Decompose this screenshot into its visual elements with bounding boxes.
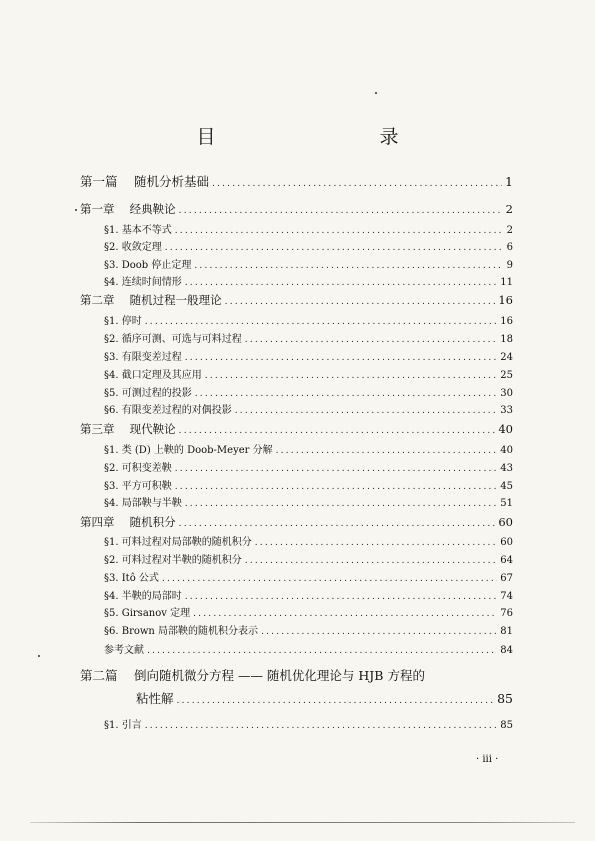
- toc-entry-title: §2. 可积变差鞅: [104, 463, 172, 474]
- toc-entry-section[interactable]: [104, 441, 513, 456]
- dot-leader: [177, 696, 495, 706]
- toc-entry-page: 64: [500, 555, 513, 566]
- dot-leader: [162, 574, 497, 584]
- toc-entry-title: 第四章 随机积分: [80, 515, 176, 529]
- toc-entry-title: 参考文献: [104, 645, 144, 656]
- toc-entry-title: §1. 类 (D) 上鞅的 Doob-Meyer 分解: [104, 445, 273, 456]
- page-folio: · iii ·: [476, 754, 499, 765]
- toc-entry-title: §1. 基本不等式: [104, 225, 172, 236]
- toc-entry-section[interactable]: [104, 238, 513, 253]
- toc-entry-title: §3. Doob 停止定理: [104, 260, 192, 271]
- toc-entry-chapter[interactable]: [80, 201, 513, 217]
- dot-leader: [194, 261, 503, 271]
- dot-leader: [245, 335, 498, 345]
- toc-entry-section[interactable]: [104, 641, 513, 656]
- toc-entry-title: §2. 收敛定理: [104, 242, 162, 253]
- dot-leader: [145, 317, 498, 327]
- toc-entry-page: 40: [498, 422, 513, 436]
- dot-leader: [175, 226, 504, 236]
- toc-entry-section[interactable]: [104, 533, 513, 548]
- dot-leader: [185, 499, 498, 509]
- toc-entry-chapter[interactable]: [80, 514, 513, 530]
- toc-entry-title: §2. 循序可测、可选与可料过程: [104, 334, 242, 345]
- toc-entry-title: 第二章 随机过程一般理论: [80, 293, 222, 307]
- toc-entry-chapter[interactable]: [80, 292, 513, 308]
- toc-entry-section[interactable]: [104, 716, 513, 731]
- toc-entry-section[interactable]: [104, 459, 513, 474]
- toc-entry-title: §3. 平方可积鞅: [104, 481, 172, 492]
- toc-entry-part[interactable]: [80, 172, 513, 190]
- toc-entry-section[interactable]: [104, 551, 513, 566]
- dot-leader: [225, 297, 496, 307]
- dot-leader: [261, 627, 497, 637]
- dot-leader: [193, 609, 497, 619]
- toc-entry-title: §6. 有限变差过程的对偶投影: [104, 405, 232, 416]
- toc-entry-title: 粘性解: [136, 691, 174, 706]
- toc-entry-page: 84: [500, 645, 513, 656]
- toc-entry-section[interactable]: [104, 587, 513, 602]
- toc-entry-page: 43: [500, 463, 513, 474]
- scan-speck: [75, 209, 77, 211]
- toc-entry-section[interactable]: [104, 366, 513, 381]
- toc-entry-page: 25: [500, 370, 513, 381]
- toc-entry-page: 74: [500, 591, 513, 602]
- toc-entry-page: 60: [498, 515, 513, 529]
- dot-leader: [147, 646, 497, 656]
- dot-leader: [145, 721, 498, 731]
- toc-entry-title: §4. 半鞅的局部时: [104, 591, 182, 602]
- toc-entry-page: 40: [500, 445, 513, 456]
- dot-leader: [205, 371, 498, 381]
- bottom-rule: [30, 822, 575, 823]
- toc-entry-section[interactable]: [104, 312, 513, 327]
- toc-entry-title: §6. Brown 局部鞅的随机积分表示: [104, 626, 259, 637]
- toc-entry-title: §4. 局部鞅与半鞅: [104, 498, 182, 509]
- toc-entry-section[interactable]: [104, 256, 513, 271]
- part-two-title-line1: 第二篇 倒向随机微分方程 —— 随机优化理论与 HJB 方程的: [80, 668, 425, 683]
- dot-leader: [276, 446, 498, 456]
- dot-leader: [185, 592, 498, 602]
- toc-entry-page: 51: [500, 498, 513, 509]
- toc-entry-page: 24: [500, 352, 513, 363]
- toc-entry-page: 60: [500, 537, 513, 548]
- dot-leader: [212, 179, 502, 189]
- toc-entry-section[interactable]: [104, 384, 513, 399]
- toc-entry-page: 85: [500, 720, 513, 731]
- toc-entry-title: §1. 引言: [104, 720, 142, 731]
- dot-leader: [179, 206, 503, 216]
- toc-entry-title: §3. Itô 公式: [104, 573, 159, 584]
- toc-entry-title: 第一篇 随机分析基础: [80, 174, 209, 189]
- toc-entry-title: §1. 停时: [104, 316, 142, 327]
- toc-entry-page: 85: [497, 691, 513, 706]
- toc-entry-chapter[interactable]: [80, 421, 513, 437]
- toc-entry-page: 2: [505, 202, 513, 216]
- toc-entry-page: 16: [500, 316, 513, 327]
- dot-leader: [195, 389, 498, 399]
- toc-entry-title: §2. 可料过程对半鞅的随机积分: [104, 555, 242, 566]
- dot-leader: [179, 426, 496, 436]
- toc-entry-page: 11: [500, 277, 513, 288]
- toc-entry-page: 2: [506, 225, 513, 236]
- toc-entry-page: 6: [506, 242, 513, 253]
- toc-entry-title: §1. 可料过程对局部鞅的随机积分: [104, 537, 252, 548]
- toc-entry-title: §4. 截口定理及其应用: [104, 370, 202, 381]
- toc-entry-page: 18: [500, 334, 513, 345]
- toc-entry-title: §5. 可测过程的投影: [104, 388, 192, 399]
- dot-leader: [179, 519, 496, 529]
- toc-entry-section[interactable]: [104, 273, 513, 288]
- dot-leader: [255, 538, 498, 548]
- toc-entry-page: 1: [505, 174, 513, 189]
- toc-entry-page: 16: [498, 293, 513, 307]
- dot-leader: [185, 353, 498, 363]
- dot-leader: [175, 464, 498, 474]
- toc-entry-title: 第一章 经典鞅论: [80, 202, 176, 216]
- dot-leader: [165, 243, 504, 253]
- toc-entry-page: 45: [500, 481, 513, 492]
- toc-entry-page: 76: [500, 608, 513, 619]
- scan-speck: [375, 92, 377, 94]
- toc-entry-section[interactable]: [104, 221, 513, 236]
- dot-leader: [185, 278, 498, 288]
- toc-entry-title: §5. Girsanov 定理: [104, 608, 191, 619]
- toc-entry-title: §4. 连续时间情形: [104, 277, 182, 288]
- toc-entry-page: 67: [500, 573, 513, 584]
- toc-entry-page: 33: [500, 405, 513, 416]
- dot-leader: [245, 556, 498, 566]
- scan-speck: [38, 655, 40, 657]
- page-title: 目 录: [196, 126, 441, 148]
- toc-entry-page: 9: [506, 260, 513, 271]
- dot-leader: [235, 406, 498, 416]
- toc-entry-part-two[interactable]: [136, 689, 513, 707]
- toc-entry-section[interactable]: [104, 477, 513, 492]
- toc-entry-section[interactable]: [104, 401, 513, 416]
- toc-entry-section[interactable]: [104, 330, 513, 345]
- toc-entry-page: 30: [500, 388, 513, 399]
- toc-entry-section[interactable]: [104, 604, 513, 619]
- toc-entry-section[interactable]: [104, 494, 513, 509]
- dot-leader: [175, 482, 498, 492]
- toc-entry-section[interactable]: [104, 569, 513, 584]
- toc-entry-title: 第三章 现代鞅论: [80, 422, 176, 436]
- toc-entry-section[interactable]: [104, 348, 513, 363]
- toc-entry-section[interactable]: [104, 622, 513, 637]
- toc-entry-page: 81: [500, 626, 513, 637]
- toc-entry-title: §3. 有限变差过程: [104, 352, 182, 363]
